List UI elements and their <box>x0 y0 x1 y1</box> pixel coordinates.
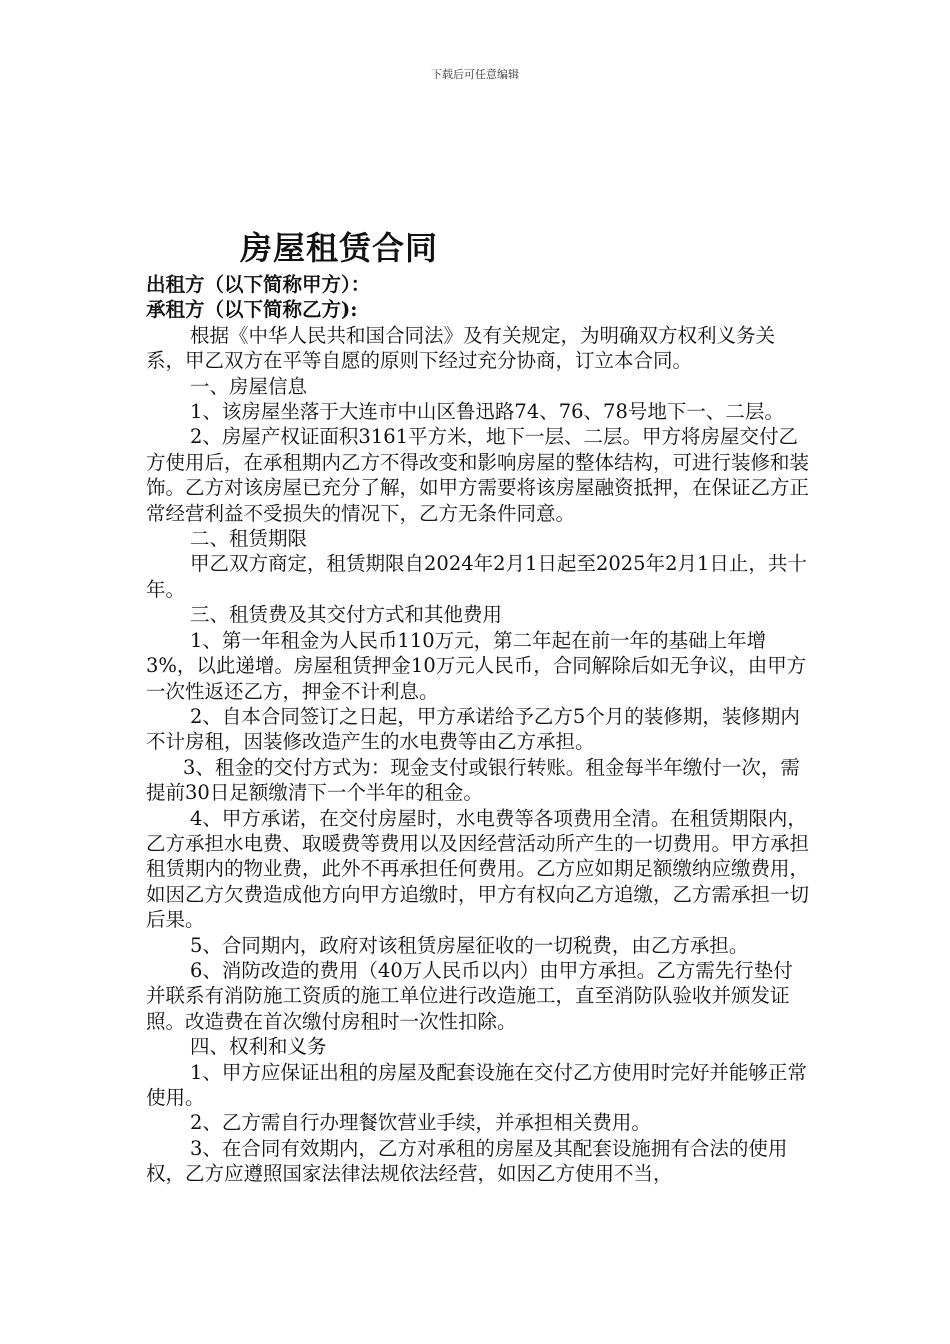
contract-paragraph: 5、合同期内，政府对该租赁房屋征收的一切税费，由乙方承担。 <box>190 933 749 957</box>
paragraph-list <box>146 323 812 1187</box>
contract-paragraph: 甲乙双方商定，租赁期限自2024年2月1日起至2025年2月1日止，共十年。 <box>146 552 807 601</box>
contract-paragraph: 根据《中华人民共和国合同法》及有关规定，为明确双方权利义务关系，甲乙双方在平等自愿的原则下经过充分协商，订立本合同。 <box>146 323 776 373</box>
contract-paragraph: 3、租金的交付方式为：现金支付或银行转账。租金每半年缴付一次，需提前30日足额缴清下一个半年的租金。 <box>146 755 800 805</box>
party-b-line: 承租方（以下简称乙方): <box>146 298 358 322</box>
document-title: 房屋租赁合同 <box>240 229 439 267</box>
contract-paragraph: 二、租赁期限 <box>190 527 308 551</box>
contract-paragraph: 1、甲方应保证出租的房屋及配套设施在交付乙方使用时完好并能够正常使用。 <box>146 1060 807 1109</box>
contract-paragraph: 3、在合同有效期内，乙方对承租的房屋及其配套设施拥有合法的使用权，乙方应遵照国家法律法规依法经营，如因乙方使用不当， <box>146 1136 788 1186</box>
contract-paragraph: 1、该房屋坐落于大连市中山区鲁迅路74、76、78号地下一、二层。 <box>190 400 784 424</box>
contract-paragraph: 6、消防改造的费用（40万人民币以内）由甲方承担。乙方需先行垫付并联系有消防施工资质的施工单位进行改造施工，直至消防队验收并颁发证照。改造费在首次缴付房租时一次性扣除。 <box>146 958 793 1033</box>
contract-paragraph: 4、甲方承诺，在交付房屋时，水电费等各项费用全清。在租赁期限内，乙方承担水电费、取暖费等费用以及因经营活动所产生的一切费用。甲方承担租赁期内的物业费，此外不再承担任何费用。乙方应如期足额缴纳应缴费用，如因乙方欠费造成他方向甲方追缴时，甲方有权向乙方追缴，乙方需承担一切后果。 <box>146 806 810 932</box>
contract-paragraph: 2、乙方需自行办理餐饮营业手续，并承担相关费用。 <box>190 1111 651 1135</box>
contract-paragraph: 2、房屋产权证面积3161平方米，地下一层、二层。甲方将房屋交付乙方使用后，在承租期内乙方不得改变和影响房屋的整体结构，可进行装修和装饰。乙方对该房屋已充分了解，如甲方需要将该房屋融资抵押，在保证乙方正常经营利益不受损失的情况下，乙方无条件同意。 <box>146 425 810 525</box>
header-note: 下载后可任意编辑 <box>431 68 519 81</box>
contract-paragraph: 四、权利和义务 <box>190 1035 327 1059</box>
contract-paragraph: 一、房屋信息 <box>190 374 308 398</box>
contract-paragraph: 2、自本合同签订之日起，甲方承诺给予乙方5个月的装修期，装修期内不计房租，因装修改造产生的水电费等由乙方承担。 <box>146 704 800 754</box>
contract-paragraph: 三、租赁费及其交付方式和其他费用 <box>190 603 503 627</box>
contract-paragraph: 1、第一年租金为人民币110万元，第二年起在前一年的基础上年增3%，以此递增。房屋租赁押金10万元人民币，合同解除后如无争议，由甲方一次性返还乙方，押金不计利息。 <box>146 628 807 703</box>
contract-body <box>146 272 812 1187</box>
party-a-line: 出租方（以下简称甲方）： <box>146 273 371 296</box>
